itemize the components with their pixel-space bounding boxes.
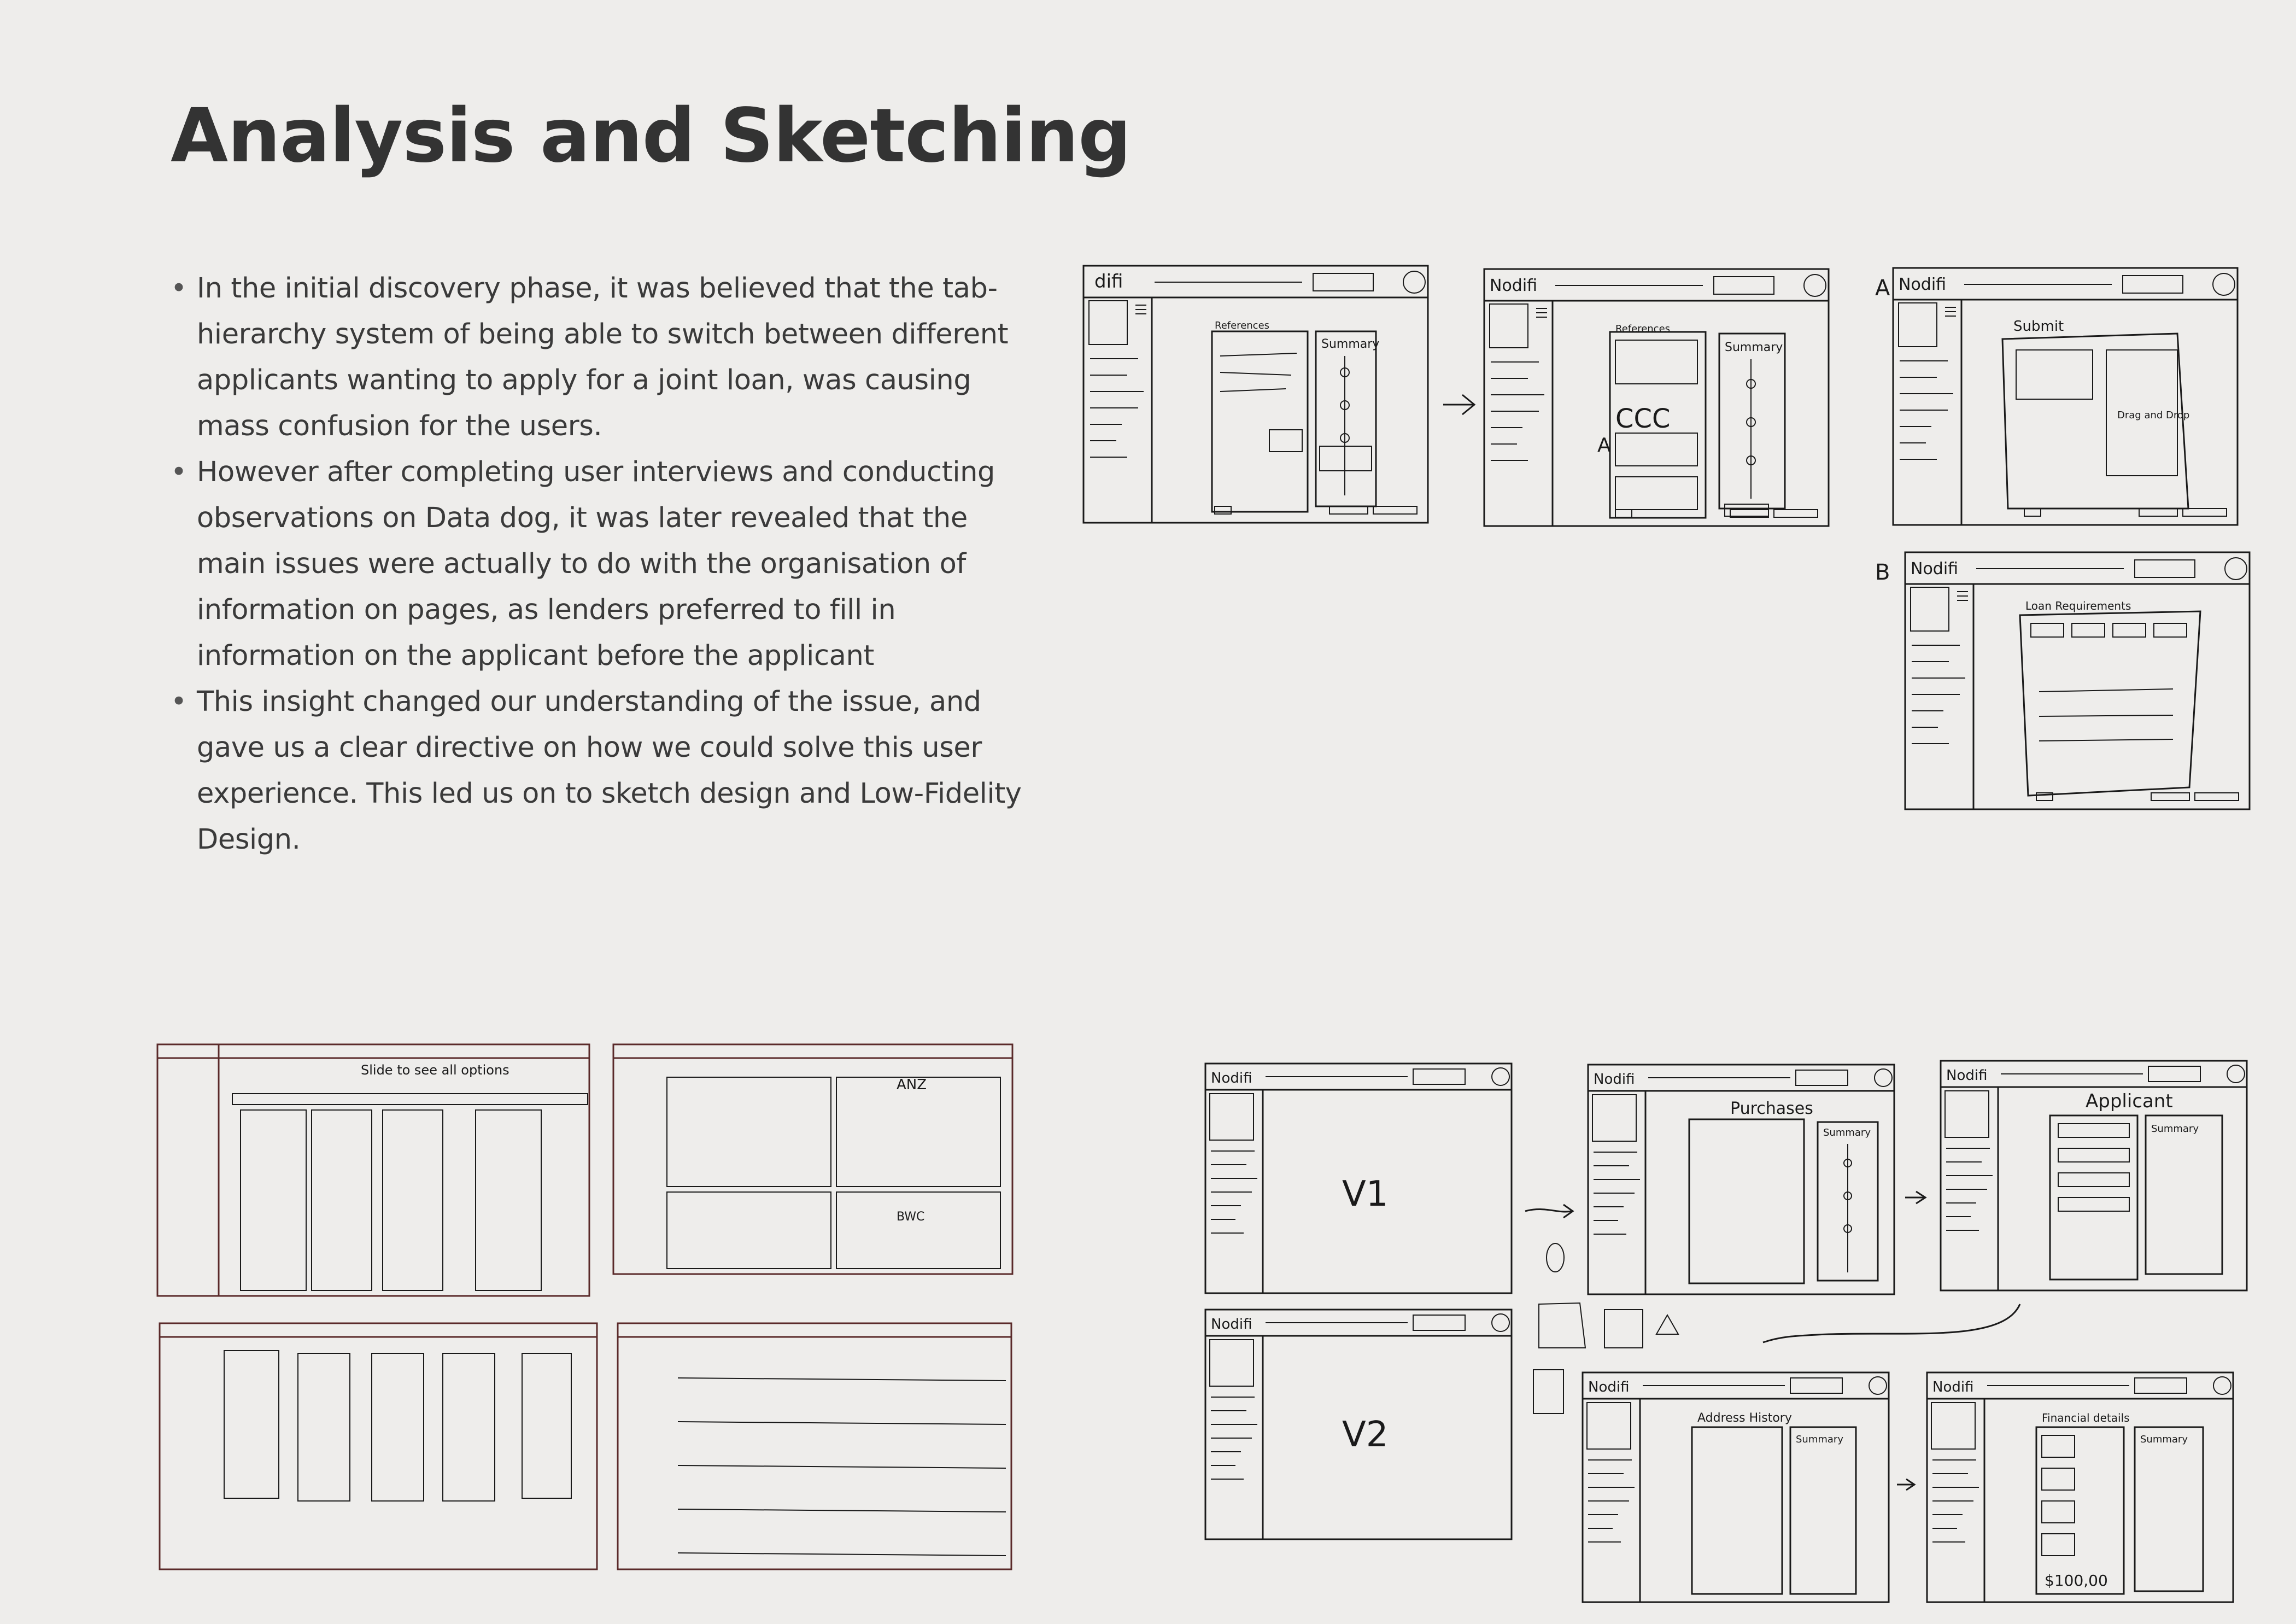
svg-text:Nodifi: Nodifi bbox=[1588, 1379, 1630, 1395]
svg-text:Loan Requirements: Loan Requirements bbox=[2025, 599, 2131, 612]
svg-text:References: References bbox=[1615, 323, 1671, 335]
svg-text:References: References bbox=[1215, 320, 1270, 331]
svg-text:Nodifi: Nodifi bbox=[1911, 559, 1959, 579]
v2-label: V2 bbox=[1342, 1415, 1389, 1455]
address-history-label: Address History bbox=[1697, 1411, 1792, 1425]
bullet-item: • However after completing user interviews and conducting observations on Data dog, it was later revealed that the main issues were actually to do with the organisation of information on pages, as lenders preferred to fill in information on the applicant before the applicant bbox=[171, 449, 1023, 679]
anz-label: ANZ bbox=[897, 1077, 927, 1093]
amount-label: $100,00 bbox=[2045, 1572, 2108, 1590]
letter-a: A bbox=[1597, 434, 1611, 457]
applicant-label: Applicant bbox=[2086, 1090, 2173, 1112]
svg-text:Nodifi: Nodifi bbox=[1211, 1316, 1252, 1333]
purchases-label: Purchases bbox=[1730, 1099, 1813, 1118]
svg-text:Nodifi: Nodifi bbox=[1594, 1071, 1635, 1088]
bullet-list bbox=[171, 266, 1023, 863]
svg-text:Nodifi: Nodifi bbox=[1899, 275, 1947, 294]
sketch-wireframes-bottom bbox=[1200, 1058, 2266, 1610]
page-title: Analysis and Sketching bbox=[171, 93, 1131, 179]
svg-text:difi: difi bbox=[1094, 271, 1123, 293]
v1-label: V1 bbox=[1342, 1174, 1389, 1214]
svg-text:Submit: Submit bbox=[2013, 318, 2064, 335]
letter-b: B bbox=[1875, 560, 1890, 585]
financial-details-label: Financial details bbox=[2042, 1411, 2130, 1424]
svg-text:Summary: Summary bbox=[1823, 1127, 1871, 1138]
svg-text:Summary: Summary bbox=[2151, 1123, 2199, 1135]
bullet-item: • This insight changed our understanding of the issue, and gave us a clear directive on how we could solve this user experience. This led us on to sketch design and Low-Fidelity Design. bbox=[171, 679, 1023, 863]
svg-text:Nodifi: Nodifi bbox=[1932, 1379, 1974, 1395]
svg-text:Nodifi: Nodifi bbox=[1490, 276, 1538, 295]
svg-text:Nodifi: Nodifi bbox=[1946, 1067, 1988, 1084]
svg-text:Summary: Summary bbox=[1321, 337, 1380, 351]
svg-text:Nodifi: Nodifi bbox=[1211, 1070, 1252, 1086]
bwc-label: BWC bbox=[897, 1210, 925, 1224]
svg-text:A: A bbox=[1875, 276, 1890, 301]
bullet-item: • In the initial discovery phase, it was believed that the tab-hierarchy system of being able to switch between different applicants wanting to apply for a joint loan, was causing mass confusion for the users. bbox=[171, 266, 1023, 449]
sketch-lender-options bbox=[153, 1028, 1028, 1586]
sketch-wireframes-top bbox=[1071, 257, 2263, 826]
svg-text:Summary: Summary bbox=[1725, 341, 1783, 354]
svg-text:Summary: Summary bbox=[1796, 1434, 1843, 1445]
slide-options-label: Slide to see all options bbox=[361, 1062, 509, 1078]
svg-text:Drag and Drop: Drag and Drop bbox=[2117, 410, 2190, 421]
svg-text:Summary: Summary bbox=[2140, 1434, 2188, 1445]
svg-text:CCC: CCC bbox=[1615, 404, 1671, 434]
